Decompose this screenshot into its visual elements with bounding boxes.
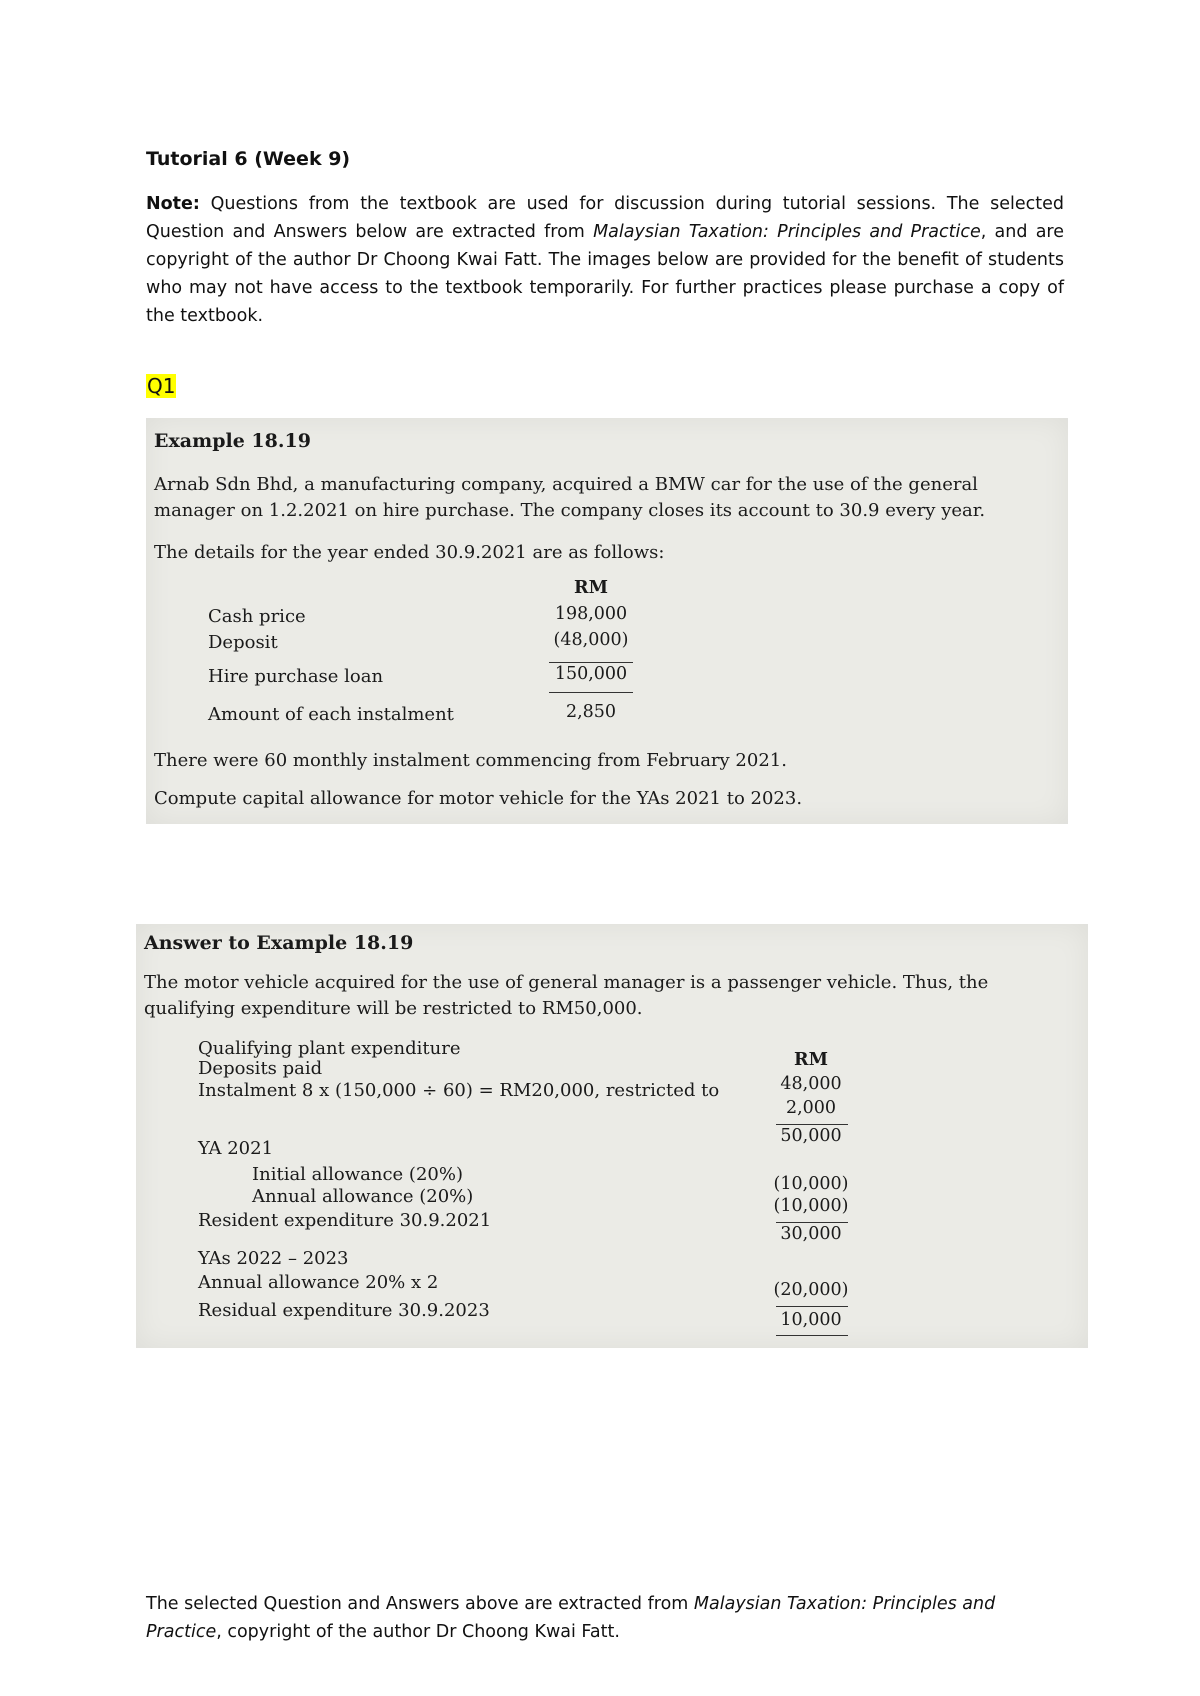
residual-expenditure-value: 10,000 <box>780 1310 842 1330</box>
instalment-value: 2,000 <box>785 1098 837 1118</box>
currency-header: RM <box>574 578 608 598</box>
qe-rule <box>776 1124 848 1125</box>
qe-total: 50,000 <box>780 1126 842 1146</box>
example-details-line: The details for the year ended 30.9.2021 are as follows: <box>154 542 665 563</box>
subtotal-rule <box>549 662 633 663</box>
qpe-label: Qualifying plant expenditure <box>198 1038 461 1059</box>
note-text-part2: , and are copyright of the author Dr Choong Kwai Fatt. The images below are provided for the benefit of students who may not have access to the textbook temporarily. For further practices please purchase a copy of the textbook. <box>146 222 1064 326</box>
initial-allowance-label: Initial allowance (20%) <box>252 1164 463 1185</box>
row-label-instalment: Amount of each instalment <box>208 704 454 725</box>
footer-book-title: Malaysian Taxation: Principles and Practice <box>146 1594 996 1642</box>
residual-rule-bottom <box>776 1335 848 1336</box>
question-label: Q1 <box>147 374 176 398</box>
note-text-part1: Questions from the textbook are used for discussion during tutorial sessions. The selected Question and Answers below are extracted from <box>146 194 1064 242</box>
row-label-cash-price: Cash price <box>208 606 306 627</box>
footer-note <box>146 1590 1046 1646</box>
example-instalments-line: There were 60 monthly instalment commencing from February 2021. <box>154 750 787 771</box>
residual-rule-top <box>776 1306 848 1307</box>
page-title: Tutorial 6 (Week 9) <box>146 148 351 170</box>
annual-allowance-label: Annual allowance (20%) <box>252 1186 474 1207</box>
row-value-deposit: (48,000) <box>553 630 629 650</box>
answer-heading: Answer to Example 18.19 <box>144 932 414 954</box>
annual-allowance-2-value: (20,000) <box>773 1280 849 1300</box>
row-label-deposit: Deposit <box>208 632 278 653</box>
annual-allowance-value: (10,000) <box>773 1196 849 1216</box>
book-title: Malaysian Taxation: Principles and Practice <box>593 222 981 242</box>
note-paragraph <box>146 190 1064 330</box>
note-label: Note: <box>146 194 200 214</box>
annual-allowance-2-label: Annual allowance 20% x 2 <box>198 1272 439 1293</box>
ya2021-label: YA 2021 <box>198 1138 274 1159</box>
row-value-cash-price: 198,000 <box>554 604 628 624</box>
example-question-line: Compute capital allowance for motor vehicle for the YAs 2021 to 2023. <box>154 788 803 809</box>
answer-intro: The motor vehicle acquired for the use of general manager is a passenger vehicle. Thus, the qualifying expenditure will be restricted to RM50,000. <box>144 972 989 1019</box>
deposits-label: Deposits paid <box>198 1058 323 1079</box>
answer-currency-header: RM <box>794 1050 828 1070</box>
row-label-hp-loan: Hire purchase loan <box>208 666 384 687</box>
instalment-label: Instalment 8 x (150,000 ÷ 60) = RM20,000, restricted to <box>198 1080 720 1101</box>
total-rule <box>549 692 633 693</box>
yas-label: YAs 2022 – 2023 <box>198 1248 349 1269</box>
initial-allowance-value: (10,000) <box>773 1174 849 1194</box>
example-heading: Example 18.19 <box>154 430 311 452</box>
row-value-hp-loan: 150,000 <box>554 664 628 684</box>
example-intro: Arnab Sdn Bhd, a manufacturing company, acquired a BMW car for the use of the general manager on 1.2.2021 on hire purchase. The company closes its account to 30.9 every year. <box>154 474 986 521</box>
resident-expenditure-label: Resident expenditure 30.9.2021 <box>198 1210 492 1231</box>
answer-scan <box>136 924 1088 1348</box>
deposits-value: 48,000 <box>780 1074 842 1094</box>
footer-text-part2: , copyright of the author Dr Choong Kwai Fatt. <box>216 1622 620 1642</box>
example-scan <box>146 418 1068 824</box>
footer-text-part1: The selected Question and Answers above are extracted from <box>146 1594 694 1614</box>
re-rule <box>776 1222 848 1223</box>
row-value-instalment: 2,850 <box>565 702 617 722</box>
resident-expenditure-value: 30,000 <box>780 1224 842 1244</box>
residual-expenditure-label: Residual expenditure 30.9.2023 <box>198 1300 490 1321</box>
